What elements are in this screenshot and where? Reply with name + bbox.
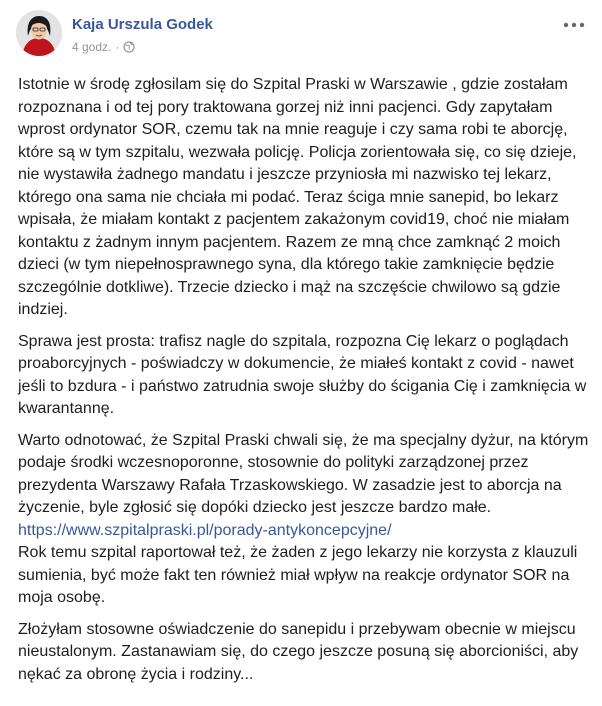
avatar[interactable] [16,10,62,56]
paragraph-text: Rok temu szpital raportował też, że żaden z jego lekarzy nie korzysta z klauzuli sumienia, być może fakt ten również miał wpływ na reakcje ordynator SOR na moja osobę. [18,544,578,606]
paragraph-text: Warto odnotować, że Szpital Praski chwali się, że ma specjalny dyżur, na którym podaje środki wczesnoporonne, stosownie do polityki zarządzonej przez prezydenta Warszawy Rafała Trzaskowskiego. W zasadzie jest to aborcja na życzenie, byle zgłosić się dopóki dziecko jest jeszcze bardzo małe. [18,431,589,516]
post-body [18,74,590,695]
bottom-fade [0,692,602,706]
post-meta [72,40,135,54]
post-paragraph [18,430,590,610]
meta-separator: · [115,40,120,54]
post-paragraph: Sprawa jest prosta: trafisz nagle do szpitala, rozpozna Cię lekarz o poglądach proaborcyjnych - poświadczy w dokumencie, że miałeś kontakt z covid - nawet jeśli to bzdura - i państwo zatrudnia swoje służby do ścigania Cię i zamknięcia w kwarantannę. [18,332,587,417]
post-paragraph: Złożyłam stosowne oświadczenie do sanepidu i przebywam obecnie w miejscu nieustalonym. Zastanawiam się, do czego jeszcze posuną się aborcioniści, aby nękać za obronę życia i rodziny... [18,620,579,683]
globe-icon[interactable] [123,41,135,53]
post-timestamp[interactable]: 4 godz. [72,40,112,54]
more-options-icon[interactable] [562,18,586,30]
post-paragraph: Istotnie w środę zgłosilam się do Szpital Praski w Warszawie , gdzie zostałam rozpoznana i od tej pory traktowana gorzej niż inni pacjenci. Gdy zapytałam wprost ordynator SOR, czemu tak na mnie reaguje i czy sama robi te aborcję, które są w tym szpitalu, wezwała policję. Policja zorientowała się, co się dzieje, nie wystawiła żadnego mandatu i jeszcze przyniosła mi nazwisko tej lekarz, którego ona sama nie chciała mi podać. Teraz ściga mnie sanepid, bo lekarz wpisała, że miałam kontakt z pacjentem zakażonym covid19, choć nie miałam kontaktu z żadnym innym pacjentem. Razem ze mną chce zamknąć 2 moich dzieci (w tym niepełnosprawnego syna, dla którego takie zamknięcie będzie szczególnie dotkliwe). Trzecie dziecko i mąż na szczęście chwilowo są gdzie indziej. [18,76,577,318]
author-name[interactable]: Kaja Urszula Godek [72,16,213,33]
post-header [16,10,586,60]
hospital-link[interactable]: https://www.szpitalpraski.pl/porady-antykoncepcyjne/ [18,521,392,539]
